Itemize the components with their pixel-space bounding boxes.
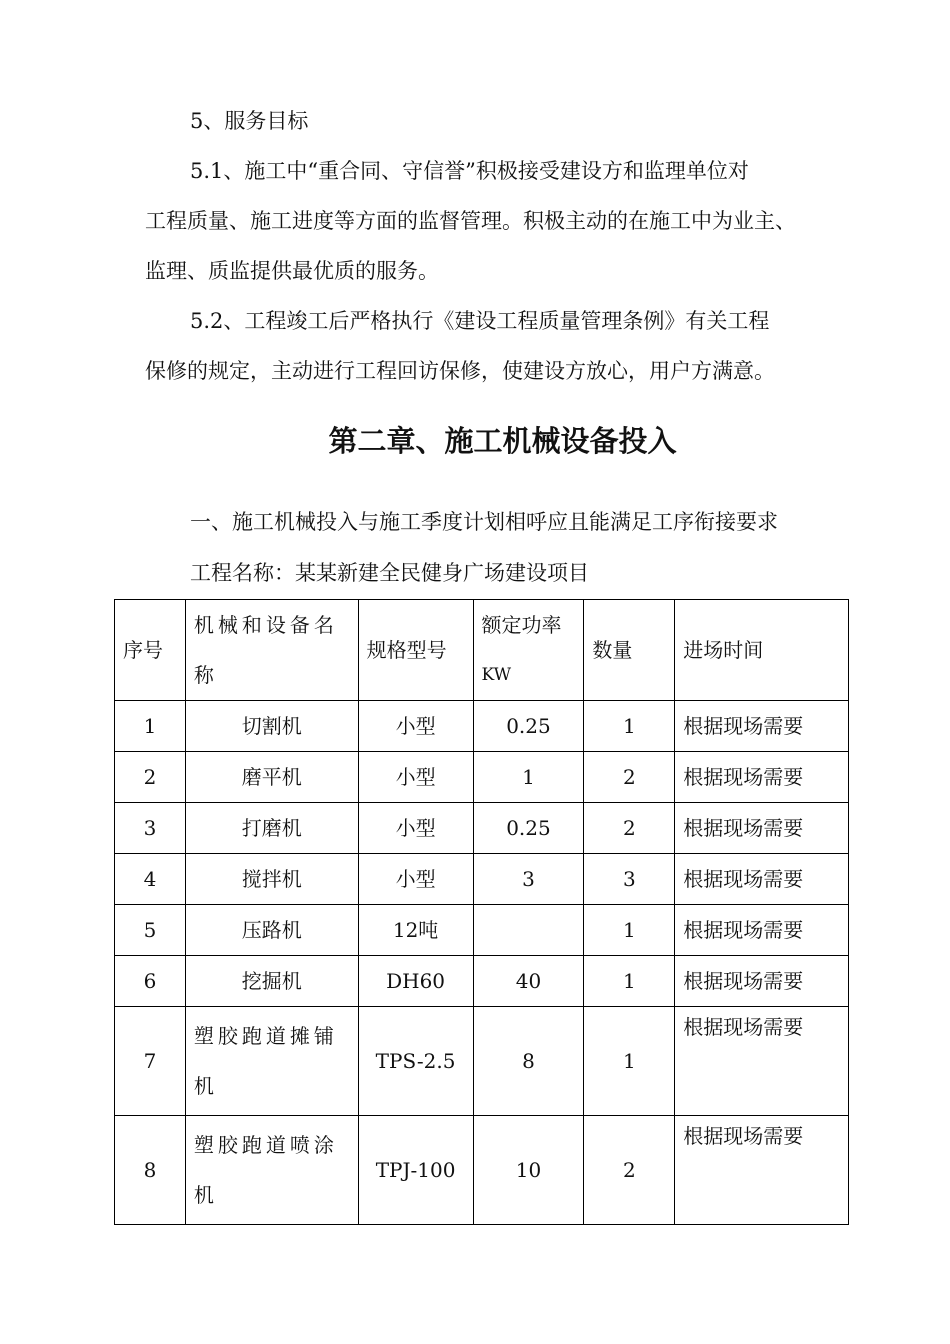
- header-qty: 数量: [584, 600, 675, 701]
- cell-qty: 2: [584, 803, 675, 854]
- cell-name: 磨平机: [185, 752, 358, 803]
- table-row: [115, 803, 849, 854]
- cell-power: 0.25: [473, 803, 584, 854]
- cell-spec: 小型: [358, 854, 473, 905]
- header-name-line-2: 称: [193, 663, 218, 687]
- header-power: [473, 600, 584, 701]
- cell-no: 1: [115, 701, 186, 752]
- table-row: [115, 956, 849, 1007]
- cell-name: [185, 1116, 358, 1225]
- cell-power: [473, 905, 584, 956]
- cell-qty: 1: [584, 956, 675, 1007]
- cell-time: 根据现场需要: [675, 752, 849, 803]
- cell-spec: 小型: [358, 701, 473, 752]
- cell-spec: 小型: [358, 752, 473, 803]
- cell-power: 10: [473, 1116, 584, 1225]
- section-title: 一、施工机械投入与施工季度计划相呼应且能满足工序衔接要求: [190, 510, 778, 534]
- cell-name: 挖掘机: [185, 956, 358, 1007]
- cell-no: 4: [115, 854, 186, 905]
- header-name-line-1: 机械和设备名: [193, 613, 338, 637]
- cell-qty: 1: [584, 701, 675, 752]
- cell-time: 根据现场需要: [675, 956, 849, 1007]
- cell-no: 7: [115, 1007, 186, 1116]
- cell-qty: 3: [584, 854, 675, 905]
- cell-power: 1: [473, 752, 584, 803]
- cell-power: 8: [473, 1007, 584, 1116]
- cell-no: 8: [115, 1116, 186, 1225]
- cell-spec: DH60: [358, 956, 473, 1007]
- table-row: [115, 854, 849, 905]
- cell-time: 根据现场需要: [675, 803, 849, 854]
- cell-time: 根据现场需要: [675, 701, 849, 752]
- paragraph-5-2-line-2: 保修的规定，主动进行工程回访保修，使建设方放心，用户方满意。: [145, 359, 775, 383]
- table-row: [115, 905, 849, 956]
- cell-time: 根据现场需要: [675, 1116, 849, 1225]
- cell-name-line-1: 塑胶跑道摊铺: [193, 1024, 338, 1048]
- cell-no: 3: [115, 803, 186, 854]
- cell-spec: 小型: [358, 803, 473, 854]
- cell-power: 3: [473, 854, 584, 905]
- cell-name: 压路机: [185, 905, 358, 956]
- cell-name: [185, 1007, 358, 1116]
- cell-time: 根据现场需要: [675, 905, 849, 956]
- cell-no: 6: [115, 956, 186, 1007]
- header-power-line-2: KW: [481, 665, 512, 685]
- table-row: [115, 1007, 849, 1116]
- paragraph-5-2-line-1: 5.2、工程竣工后严格执行《建设工程质量管理条例》有关工程: [190, 309, 770, 333]
- header-power-line-1: 额定功率: [481, 613, 562, 637]
- header-spec: 规格型号: [358, 600, 473, 701]
- header-no: 序号: [115, 600, 186, 701]
- paragraph-5-1-line-3: 监理、质监提供最优质的服务。: [145, 259, 439, 283]
- paragraph-5-1-line-1: 5.1、施工中“重合同、守信誉”积极接受建设方和监理单位对: [190, 159, 749, 183]
- cell-name-line-1: 塑胶跑道喷涂: [193, 1133, 338, 1157]
- cell-qty: 2: [584, 1116, 675, 1225]
- cell-name: 打磨机: [185, 803, 358, 854]
- cell-qty: 2: [584, 752, 675, 803]
- table-row: [115, 752, 849, 803]
- chapter-title: 第二章、施工机械设备投入: [328, 424, 677, 458]
- cell-power: 40: [473, 956, 584, 1007]
- cell-spec: TPJ-100: [358, 1116, 473, 1225]
- cell-time: 根据现场需要: [675, 1007, 849, 1116]
- cell-name-line-2: 机: [193, 1074, 218, 1098]
- cell-name-line-2: 机: [193, 1183, 218, 1207]
- table-header-row: [115, 600, 849, 701]
- cell-power: 0.25: [473, 701, 584, 752]
- project-name: 工程名称：某某新建全民健身广场建设项目: [190, 561, 589, 585]
- cell-no: 2: [115, 752, 186, 803]
- cell-spec: 12吨: [358, 905, 473, 956]
- cell-time: 根据现场需要: [675, 854, 849, 905]
- paragraph-5-1-line-2: 工程质量、施工进度等方面的监督管理。积极主动的在施工中为业主、: [145, 209, 796, 233]
- cell-spec: TPS-2.5: [358, 1007, 473, 1116]
- cell-name: 切割机: [185, 701, 358, 752]
- header-time: 进场时间: [675, 600, 849, 701]
- cell-no: 5: [115, 905, 186, 956]
- header-name: [185, 600, 358, 701]
- table-row: [115, 1116, 849, 1225]
- table-row: [115, 701, 849, 752]
- section-heading-service-goal: 5、服务目标: [190, 109, 309, 133]
- cell-qty: 1: [584, 905, 675, 956]
- cell-name: 搅拌机: [185, 854, 358, 905]
- equipment-table: [114, 599, 849, 1225]
- cell-qty: 1: [584, 1007, 675, 1116]
